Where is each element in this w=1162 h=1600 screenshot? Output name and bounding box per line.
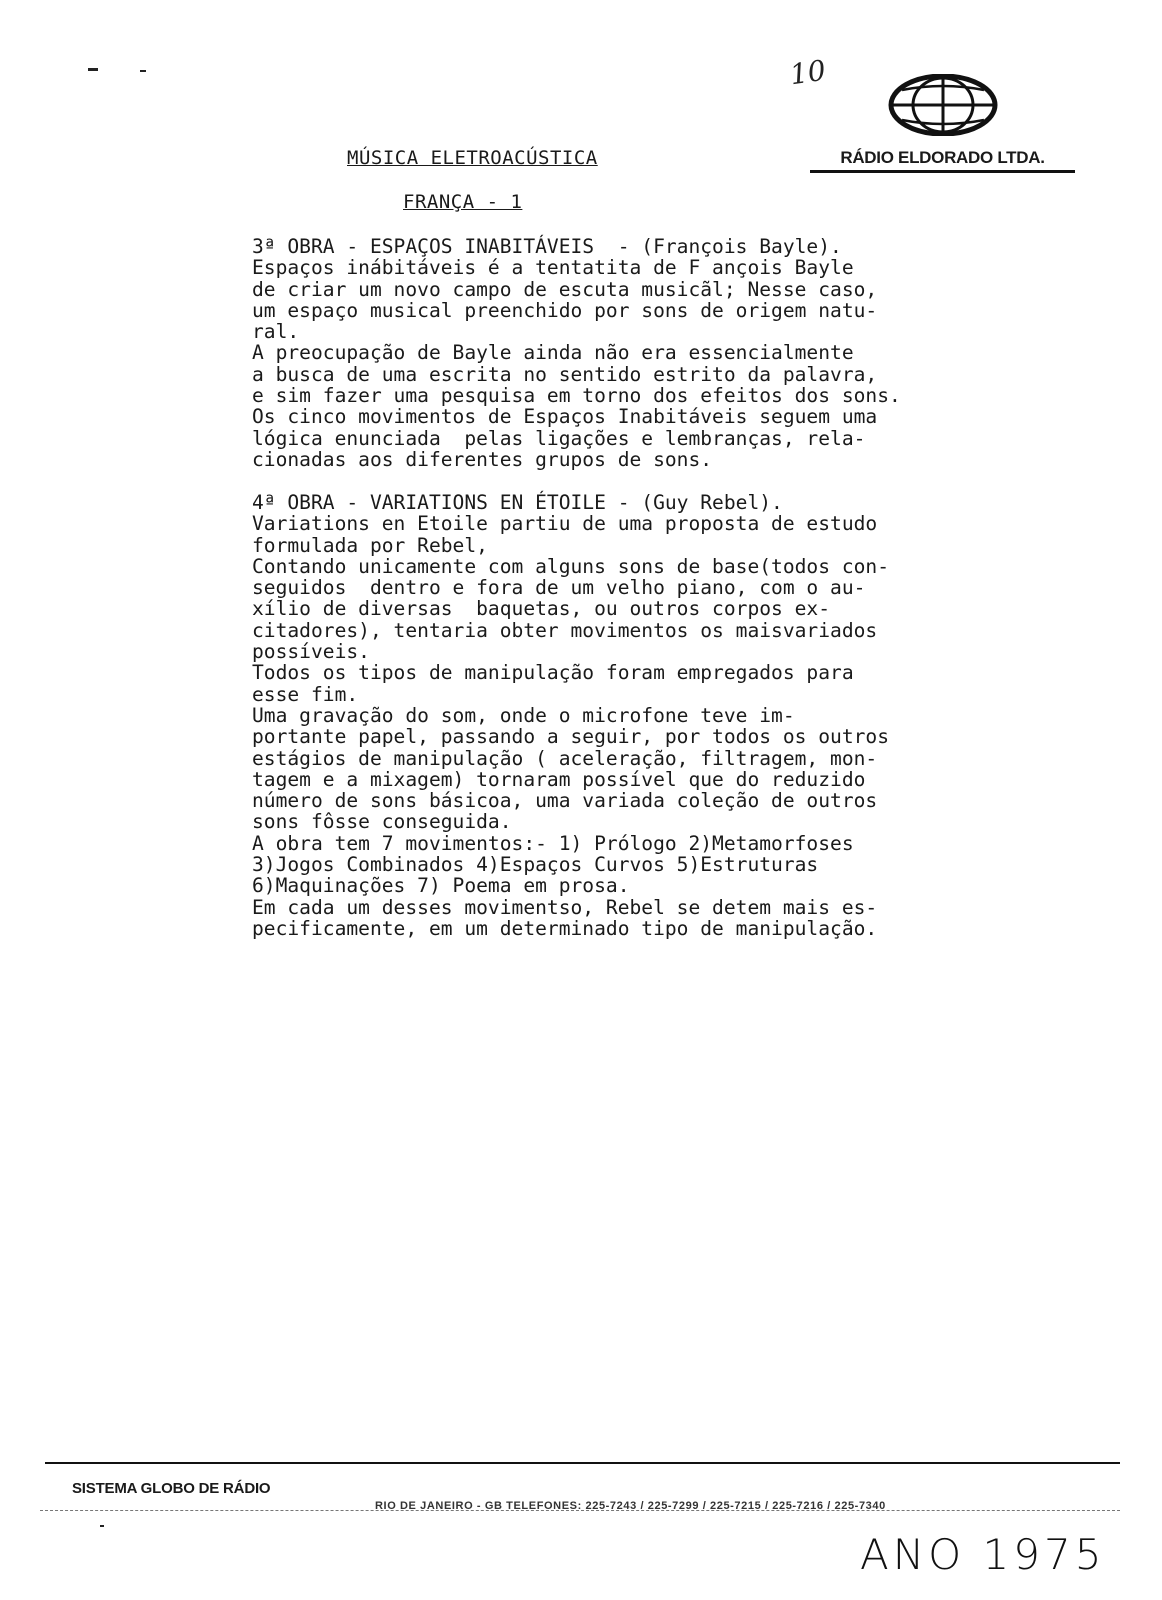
footer-address: RIO DE JANEIRO - GB TELEFONES: 225-7243 / 225-7299 / 225-7215 / 225-7216 / 225-7340	[375, 1500, 886, 1512]
footer-divider	[45, 1462, 1120, 1464]
company-name: RÁDIO ELDORADO LTDA.	[810, 148, 1075, 173]
globe-icon	[888, 74, 998, 136]
letterhead-logo	[810, 74, 1075, 174]
page-number: 10	[787, 53, 828, 92]
paragraph-third-work: 3ª OBRA - ESPAÇOS INABITÁVEIS - (François Bayle). Espaços inábitáveis é a tentatita de F ançois Bayle de criar um novo campo de escuta musicãl; Nesse caso, um espaço musical preenchido por sons de origem natu- ral. A preocupação de Bayle ainda não era essencialmente a busca de uma escrita no sentido estrito da palavra, e sim fazer uma pesquisa em torno dos efeitos dos sons. Os cinco movimentos de Espaços Inabitáveis seguem uma lógica enunciada pelas ligações e lembranças, rela- cionadas aos diferentes grupos de sons.	[252, 235, 901, 471]
scan-speck	[100, 1525, 104, 1527]
handwritten-year: ANO 1975	[860, 1530, 1106, 1579]
paragraph-fourth-work: 4ª OBRA - VARIATIONS EN ÉTOILE - (Guy Rebel). Variations en Etoile partiu de uma proposta de estudo formulada por Rebel, Contando unicamente com alguns sons de base(todos con- seguidos dentro e fora de um velho piano, com o au- xílio de diversas baquetas, ou outros corpos ex- citadores), tentaria obter movimentos os maisvariados possíveis. Todos os tipos de manipulação foram empregados para esse fim. Uma gravação do som, onde o microfone teve im- portante papel, passando a seguir, por todos os outros estágios de manipulação ( aceleração, filtragem, mon- tagem e a mixagem) tornaram possível que do reduzido número de sons básicoa, uma variada coleção de outros sons fôsse conseguida. A obra tem 7 movimentos:- 1) Prólogo 2)Metamorfoses 3)Jogos Combinados 4)Espaços Curvos 5)Estruturas 6)Maquinações 7) Poema em prosa. Em cada um desses movimentso, Rebel se detem mais es- pecificamente, em um determinado tipo de manipulação.	[252, 491, 890, 940]
scan-speck	[140, 70, 146, 72]
document-title: MÚSICA ELETROACÚSTICA	[347, 147, 598, 169]
scan-speck	[88, 68, 98, 71]
document-subtitle: FRANÇA - 1	[403, 191, 523, 213]
footer-brand: SISTEMA GLOBO DE RÁDIO	[72, 1480, 271, 1497]
